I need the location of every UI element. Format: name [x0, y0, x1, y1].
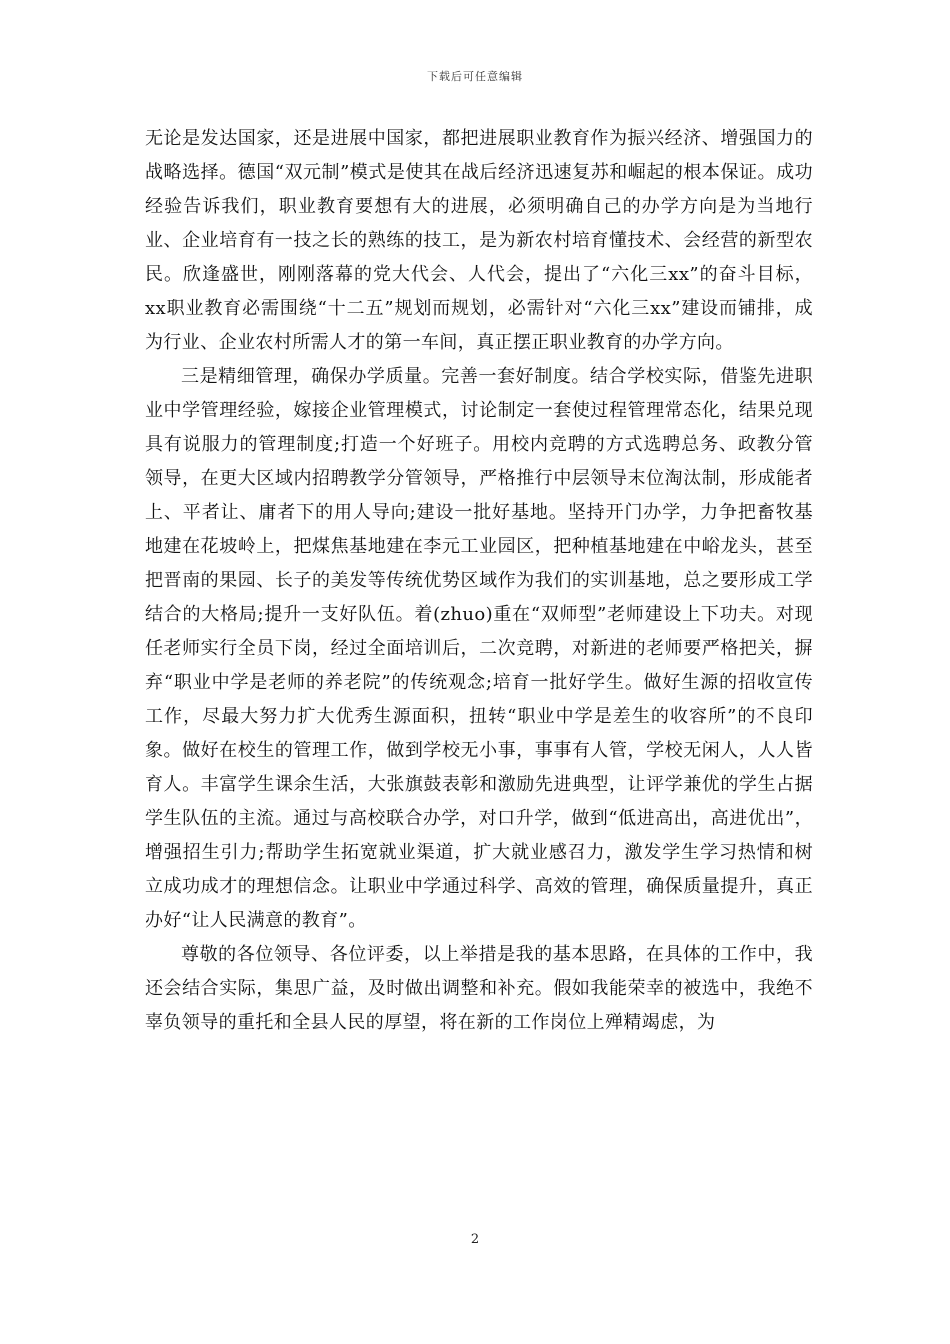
page-number: 2	[470, 1232, 480, 1247]
page-header-note: 下载后可任意编辑	[427, 70, 523, 83]
paragraph-1: 无论是发达国家，还是进展中国家，都把进展职业教育作为振兴经济、增强国力的战略选择。德国“双元制”模式是使其在战后经济迅速复苏和崛起的根本保证。成功经验告诉我们，职业教育要想有大的进展，必须明确自己的办学方向是为当地行业、企业培育有一技之长的熟练的技工，是为新农村培育懂技术、会经营的新型农民。欣逢盛世，刚刚落幕的党大代会、人代会，提出了“六化三xx”的奋斗目标，xx职业教育必需围绕“十二五”规划而规划，必需针对“六化三xx”建设而铺排，成为行业、企业农村所需人才的第一车间，真正摆正职业教育的办学方向。	[145, 128, 813, 353]
body-text	[145, 122, 813, 1040]
paragraph-3: 尊敬的各位领导、各位评委，以上举措是我的基本思路，在具体的工作中，我还会结合实际，集思广益，及时做出调整和补充。假如我能荣幸的被选中，我绝不辜负领导的重托和全县人民的厚望，将在新的工作岗位上殚精竭虑，为	[145, 944, 813, 1033]
paragraph-2: 三是精细管理，确保办学质量。完善一套好制度。结合学校实际，借鉴先进职业中学管理经验，嫁接企业管理模式，讨论制定一套使过程管理常态化，结果兑现具有说服力的管理制度;打造一个好班子。用校内竞聘的方式选聘总务、政教分管领导，在更大区域内招聘教学分管领导，严格推行中层领导末位淘汰制，形成能者上、平者让、庸者下的用人导向;建设一批好基地。坚持开门办学，力争把畜牧基地建在花坡岭上，把煤焦基地建在李元工业园区，把种植基地建在中峪龙头，甚至把晋南的果园、长子的美发等传统优势区域作为我们的实训基地，总之要形成工学结合的大格局;提升一支好队伍。着(zhuo)重在“双师型”老师建设上下功夫。对现任老师实行全员下岗，经过全面培训后，二次竞聘，对新进的老师要严格把关，摒弃“职业中学是老师的养老院”的传统观念;培育一批好学生。做好生源的招收宣传工作，尽最大努力扩大优秀生源面积，扭转“职业中学是差生的收容所”的不良印象。做好在校生的管理工作，做到学校无小事，事事有人管，学校无闲人，人人皆育人。丰富学生课余生活，大张旗鼓表彰和激励先进典型，让评学兼优的学生占据学生队伍的主流。通过与高校联合办学，对口升学，做到“低进高出，高进优出”，增强招生引力;帮助学生拓宽就业渠道，扩大就业感召力，激发学生学习热情和树立成功成才的理想信念。让职业中学通过科学、高效的管理，确保质量提升，真正办好“让人民满意的教育”。	[145, 366, 813, 931]
